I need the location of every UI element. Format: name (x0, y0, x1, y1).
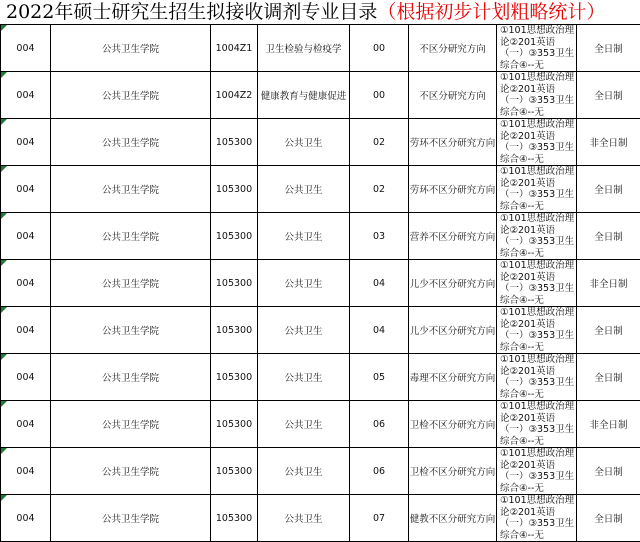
table-row (1, 260, 640, 307)
study-mode-cell: 非全日制 (577, 119, 640, 166)
major-name-cell: 公共卫生 (258, 448, 350, 495)
table-row (1, 119, 640, 166)
major-name-cell: 公共卫生 (258, 401, 350, 448)
direction-code-cell: 06 (350, 401, 409, 448)
department-cell: 公共卫生学院 (51, 307, 211, 354)
department-cell: 公共卫生学院 (51, 448, 211, 495)
catalog-table (0, 24, 640, 542)
major-code-cell: 105300 (211, 119, 258, 166)
study-mode-cell: 全日制 (577, 213, 640, 260)
study-mode-cell: 全日制 (577, 25, 640, 72)
study-mode-cell: 全日制 (577, 448, 640, 495)
table-row (1, 448, 640, 495)
major-code-cell: 105300 (211, 448, 258, 495)
major-name-cell: 公共卫生 (258, 213, 350, 260)
exam-subjects-cell: ①101思想政治理论②201英语（一）③353卫生综合④--无 (497, 401, 577, 448)
department-cell: 公共卫生学院 (51, 166, 211, 213)
direction-cell: 儿少不区分研究方向 (409, 260, 497, 307)
exam-subjects-cell: ①101思想政治理论②201英语（一）③353卫生综合④--无 (497, 307, 577, 354)
dept-code-cell: 004 (1, 72, 51, 119)
exam-subjects-cell: ①101思想政治理论②201英语（一）③353卫生综合④--无 (497, 260, 577, 307)
direction-cell: 卫检不区分研究方向 (409, 448, 497, 495)
study-mode-cell: 全日制 (577, 354, 640, 401)
dept-code-cell: 004 (1, 307, 51, 354)
table-row (1, 495, 640, 542)
major-code-cell: 105300 (211, 260, 258, 307)
dept-code-cell: 004 (1, 25, 51, 72)
table-row (1, 354, 640, 401)
major-code-cell: 1004Z2 (211, 72, 258, 119)
department-cell: 公共卫生学院 (51, 401, 211, 448)
direction-cell: 营养不区分研究方向 (409, 213, 497, 260)
major-name-cell: 公共卫生 (258, 166, 350, 213)
direction-cell: 劳环不区分研究方向 (409, 119, 497, 166)
department-cell: 公共卫生学院 (51, 25, 211, 72)
major-name-cell: 公共卫生 (258, 260, 350, 307)
dept-code-cell: 004 (1, 119, 51, 166)
dept-code-cell: 004 (1, 495, 51, 542)
dept-code-cell: 004 (1, 448, 51, 495)
major-code-cell: 1004Z1 (211, 25, 258, 72)
direction-code-cell: 07 (350, 495, 409, 542)
study-mode-cell: 非全日制 (577, 401, 640, 448)
table-row (1, 401, 640, 448)
direction-code-cell: 02 (350, 166, 409, 213)
dept-code-cell: 004 (1, 354, 51, 401)
study-mode-cell: 非全日制 (577, 260, 640, 307)
direction-code-cell: 00 (350, 25, 409, 72)
dept-code-cell: 004 (1, 166, 51, 213)
page-title (0, 0, 640, 24)
table-row (1, 72, 640, 119)
exam-subjects-cell: ①101思想政治理论②201英语（一）③353卫生综合④--无 (497, 213, 577, 260)
exam-subjects-cell: ①101思想政治理论②201英语（一）③353卫生综合④--无 (497, 166, 577, 213)
direction-cell: 不区分研究方向 (409, 72, 497, 119)
major-name-cell: 公共卫生 (258, 495, 350, 542)
major-name-cell: 公共卫生 (258, 307, 350, 354)
dept-code-cell: 004 (1, 401, 51, 448)
table-row (1, 213, 640, 260)
department-cell: 公共卫生学院 (51, 354, 211, 401)
exam-subjects-cell: ①101思想政治理论②201英语（一）③353卫生综合④--无 (497, 354, 577, 401)
table-row (1, 25, 640, 72)
direction-code-cell: 04 (350, 307, 409, 354)
department-cell: 公共卫生学院 (51, 495, 211, 542)
major-name-cell: 健康教育与健康促进 (258, 72, 350, 119)
study-mode-cell: 全日制 (577, 307, 640, 354)
major-code-cell: 105300 (211, 213, 258, 260)
title-note: （根据初步计划粗略统计） (377, 1, 605, 23)
department-cell: 公共卫生学院 (51, 260, 211, 307)
table-row (1, 307, 640, 354)
direction-code-cell: 03 (350, 213, 409, 260)
exam-subjects-cell: ①101思想政治理论②201英语（一）③353卫生综合④--无 (497, 72, 577, 119)
dept-code-cell: 004 (1, 213, 51, 260)
direction-cell: 儿少不区分研究方向 (409, 307, 497, 354)
study-mode-cell: 全日制 (577, 166, 640, 213)
direction-cell: 健教不区分研究方向 (409, 495, 497, 542)
major-code-cell: 105300 (211, 495, 258, 542)
exam-subjects-cell: ①101思想政治理论②201英语（一）③353卫生综合④--无 (497, 495, 577, 542)
exam-subjects-cell: ①101思想政治理论②201英语（一）③353卫生综合④--无 (497, 119, 577, 166)
table-row (1, 166, 640, 213)
major-name-cell: 卫生检验与检疫学 (258, 25, 350, 72)
major-code-cell: 105300 (211, 401, 258, 448)
direction-code-cell: 05 (350, 354, 409, 401)
dept-code-cell: 004 (1, 260, 51, 307)
direction-code-cell: 00 (350, 72, 409, 119)
direction-cell: 劳环不区分研究方向 (409, 166, 497, 213)
department-cell: 公共卫生学院 (51, 72, 211, 119)
major-code-cell: 105300 (211, 307, 258, 354)
study-mode-cell: 全日制 (577, 72, 640, 119)
direction-cell: 毒理不区分研究方向 (409, 354, 497, 401)
major-code-cell: 105300 (211, 354, 258, 401)
major-name-cell: 公共卫生 (258, 354, 350, 401)
title-main: 2022年硕士研究生招生拟接收调剂专业目录 (6, 1, 377, 23)
study-mode-cell: 全日制 (577, 495, 640, 542)
exam-subjects-cell: ①101思想政治理论②201英语（一）③353卫生综合④--无 (497, 448, 577, 495)
department-cell: 公共卫生学院 (51, 119, 211, 166)
direction-code-cell: 02 (350, 119, 409, 166)
direction-code-cell: 04 (350, 260, 409, 307)
major-name-cell: 公共卫生 (258, 119, 350, 166)
direction-code-cell: 06 (350, 448, 409, 495)
department-cell: 公共卫生学院 (51, 213, 211, 260)
direction-cell: 不区分研究方向 (409, 25, 497, 72)
exam-subjects-cell: ①101思想政治理论②201英语（一）③353卫生综合④--无 (497, 25, 577, 72)
direction-cell: 卫检不区分研究方向 (409, 401, 497, 448)
major-code-cell: 105300 (211, 166, 258, 213)
